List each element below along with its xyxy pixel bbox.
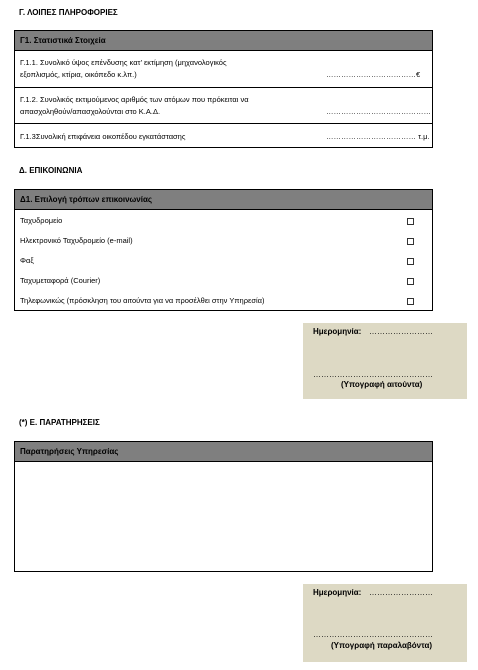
investment-label-line1: Γ.1.1. Συνολικό ύψος επένδυσης κατ’ εκτίμηση (μηχανολογικός (20, 58, 227, 67)
employees-label-line1: Γ.1.2. Συνολικός εκτιμούμενος αριθμός των ατόμων που πρόκειται να (20, 95, 249, 104)
date-field[interactable]: …………………… (369, 588, 433, 597)
employees-label-line2: απασχοληθούν/απασχολούνται στο Κ.Α.Δ. (20, 107, 161, 116)
email-checkbox[interactable] (407, 238, 414, 245)
signature-field[interactable]: ……………………………………… (313, 370, 433, 379)
statistics-box-title: Γ1. Στατιστικά Στοιχεία (15, 31, 432, 51)
contact-option-label: Ηλεκτρονικό Ταχυδρομείο (e-mail) (20, 236, 133, 245)
contact-option-label: Φαξ (20, 256, 34, 265)
contact-option-courier (15, 270, 432, 290)
employees-value-field[interactable]: …………………………………… (326, 107, 431, 116)
section-e-heading: (*) Ε. ΠΑΡΑΤΗΡΗΣΕΙΣ (19, 418, 100, 427)
receiver-signature-label: (Υπογραφή παραλαβόντα) (331, 641, 433, 650)
contact-methods-box-title: Δ1. Επιλογή τρόπων επικοινωνίας (15, 190, 432, 210)
plot-area-row (15, 123, 432, 148)
signature-field[interactable]: ……………………………………… (313, 630, 433, 639)
post-checkbox[interactable] (407, 218, 414, 225)
statistics-box (14, 30, 433, 148)
section-g-heading: Γ. ΛΟΙΠΕΣ ΠΛΗΡΟΦΟΡΙΕΣ (19, 8, 118, 17)
employees-row (15, 87, 432, 123)
contact-option-label: Ταχυδρομείο (20, 216, 63, 225)
contact-methods-box (14, 189, 433, 311)
contact-option-phone (15, 290, 432, 310)
phone-checkbox[interactable] (407, 298, 414, 305)
investment-row (15, 51, 432, 87)
remarks-textarea[interactable] (15, 462, 432, 572)
investment-label-line2: εξοπλισμός, κτίρια, οικόπεδο κ.λπ.) (20, 70, 137, 79)
date-label: Ημερομηνία: (313, 588, 362, 597)
contact-option-email (15, 230, 432, 250)
contact-option-label: Τηλεφωνικώς (πρόσκληση του αιτούντα για να προσέλθει στην Υπηρεσία) (20, 296, 265, 305)
receiver-signature-box (303, 584, 467, 662)
contact-option-fax (15, 250, 432, 270)
date-field[interactable]: …………………… (369, 327, 433, 336)
investment-value-field[interactable]: ………………………………€ (326, 70, 421, 79)
contact-option-post (15, 210, 432, 230)
courier-checkbox[interactable] (407, 278, 414, 285)
contact-option-label: Ταχυμεταφορά (Courier) (20, 276, 101, 285)
plot-area-value-field[interactable]: ……………………………… τ.μ. (326, 132, 430, 141)
plot-area-label: Γ.1.3Συνολική επιφάνεια οικοπέδου εγκατάστασης (20, 132, 186, 141)
remarks-box (14, 441, 433, 572)
fax-checkbox[interactable] (407, 258, 414, 265)
date-label: Ημερομηνία: (313, 327, 362, 336)
section-d-heading: Δ. ΕΠΙΚΟΙΝΩΝΙΑ (19, 166, 83, 175)
applicant-signature-box (303, 323, 467, 399)
applicant-signature-label: (Υπογραφή αιτούντα) (341, 380, 423, 389)
remarks-box-title: Παρατηρήσεις Υπηρεσίας (15, 442, 432, 462)
